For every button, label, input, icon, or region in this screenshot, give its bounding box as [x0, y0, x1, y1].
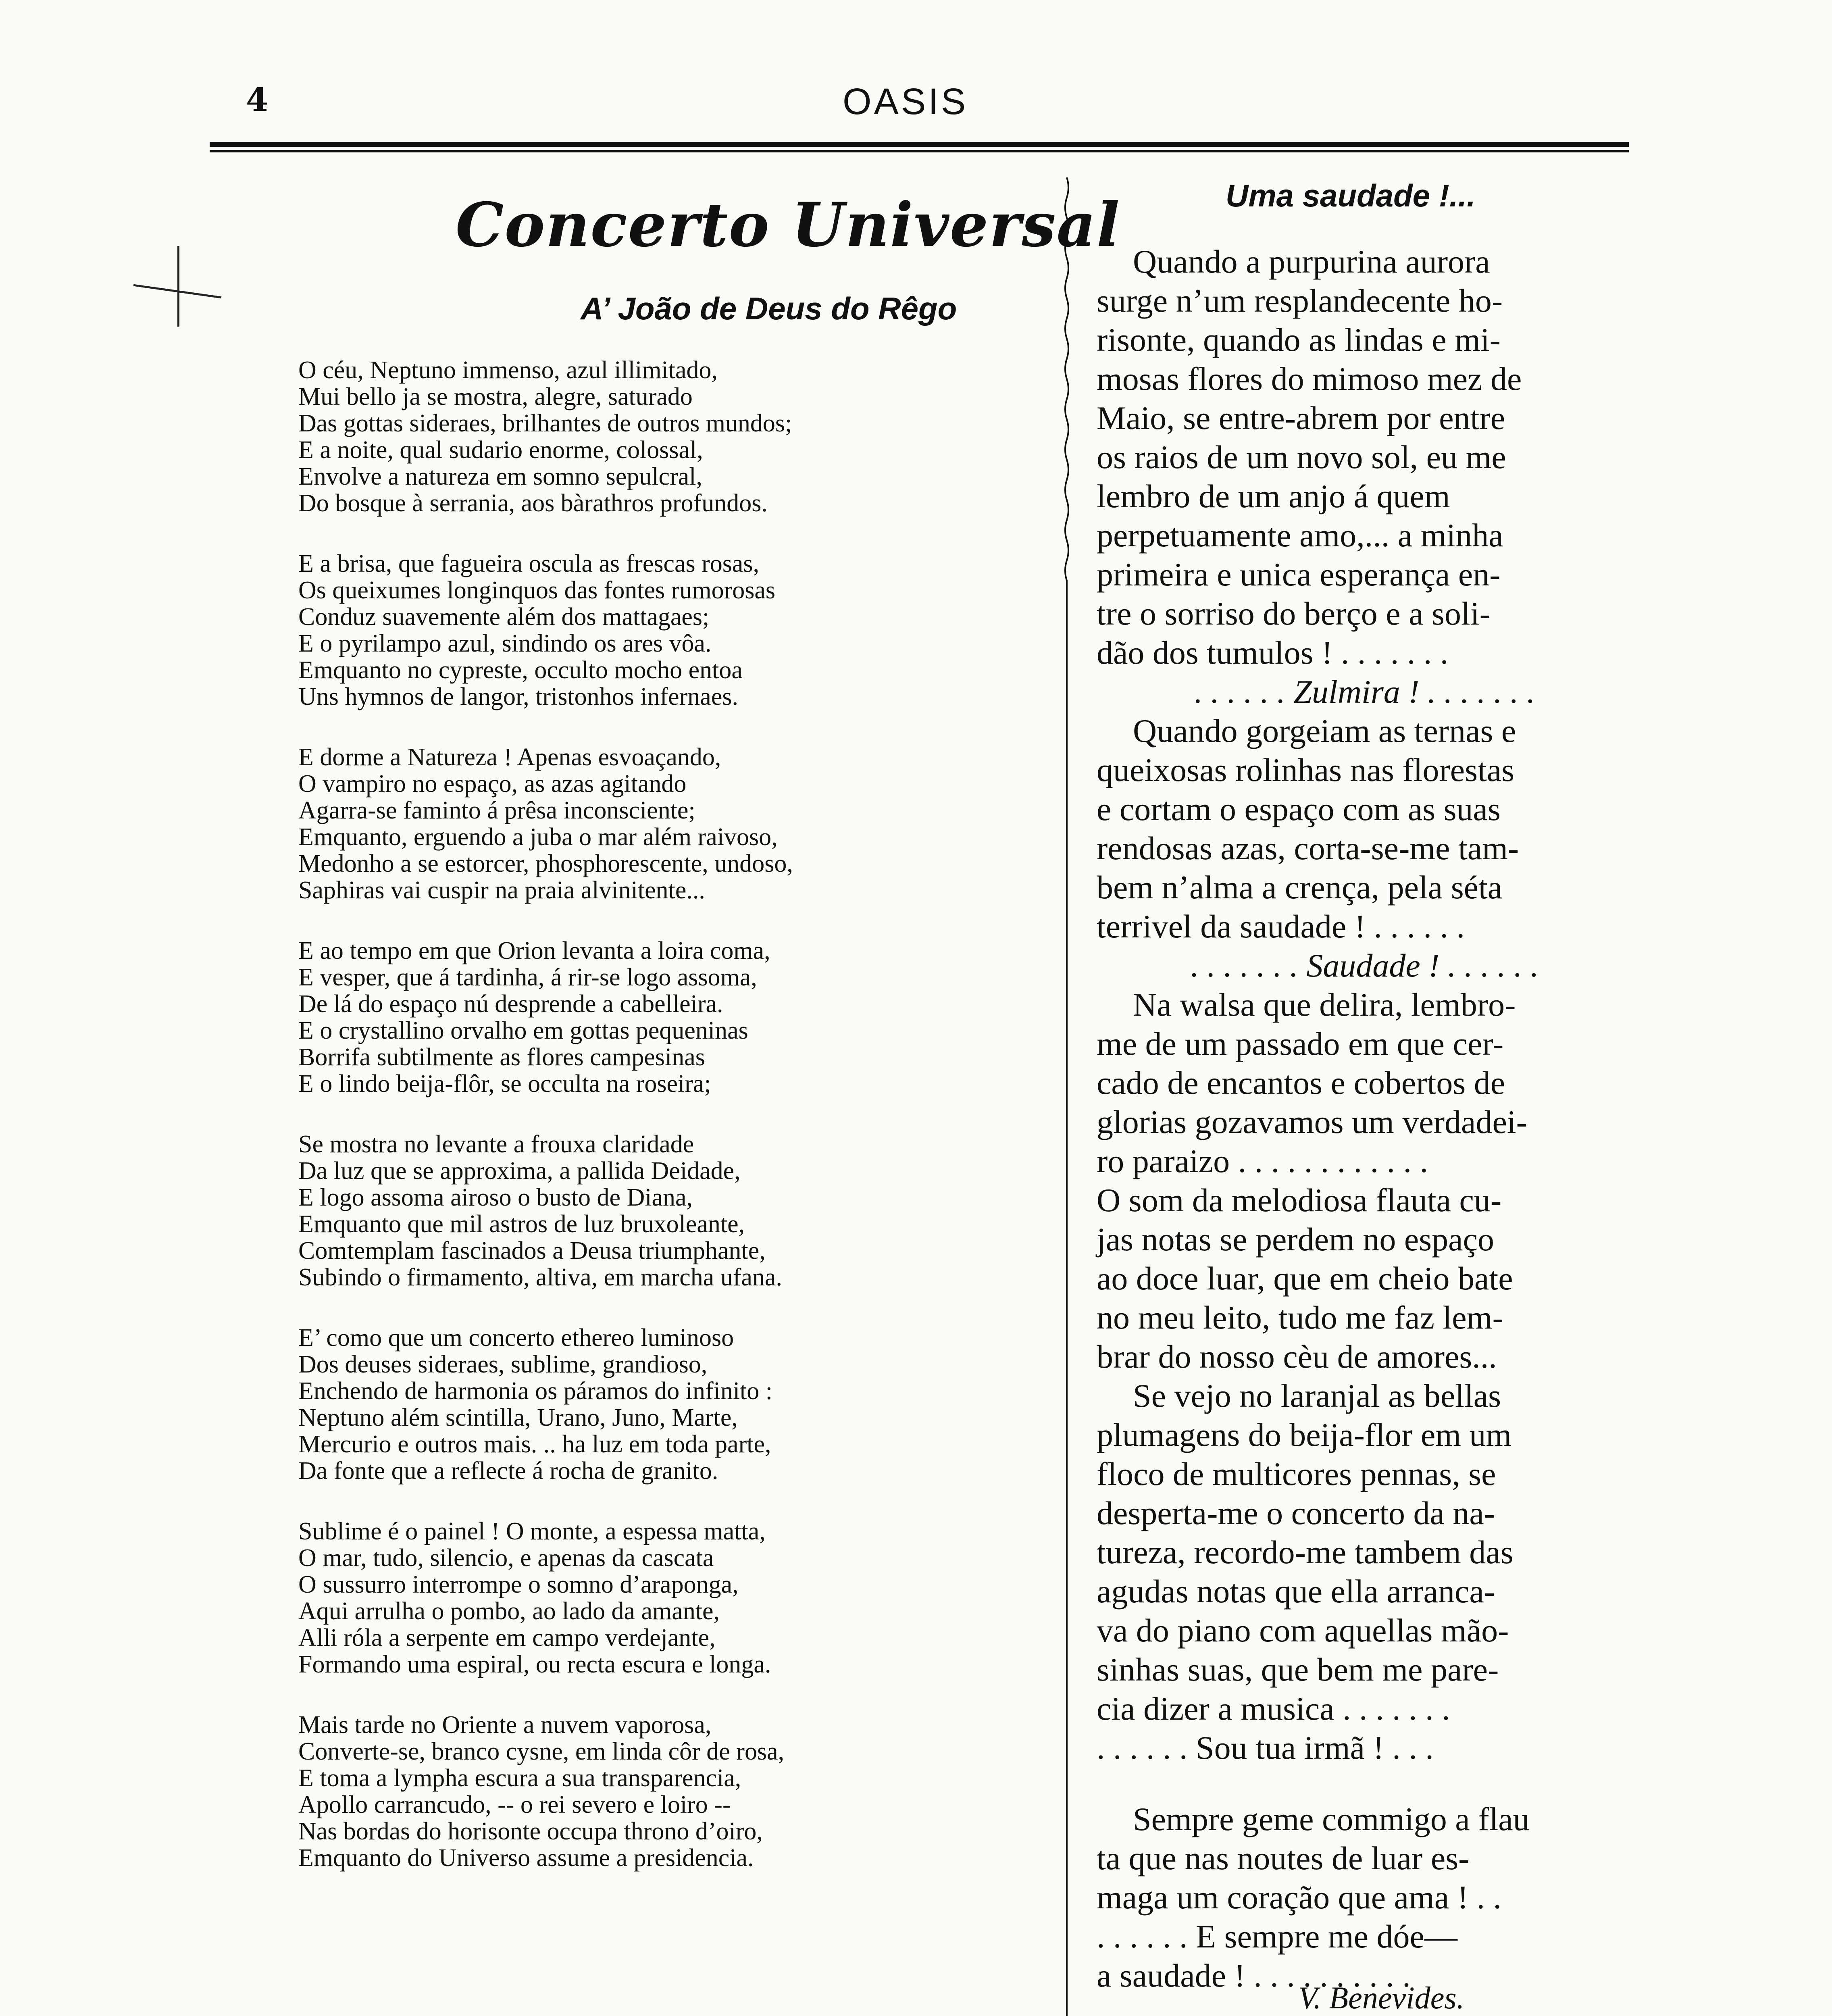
article-line: tre o sorriso do berço e a soli-	[1097, 595, 1491, 632]
article-line: terrivel da saudade ! . . . . . .	[1097, 908, 1465, 945]
article-line: plumagens do beija-flor em um	[1097, 1416, 1512, 1453]
poem-line: Nas bordas do horisonte occupa throno d’oiro,	[298, 1818, 763, 1845]
poem-line: Do bosque à serrania, aos bàrathros profundos.	[298, 489, 768, 517]
article-line: queixosas rolinhas nas florestas	[1097, 752, 1515, 788]
poem-line: Envolve a natureza em somno sepulcral,	[298, 463, 702, 490]
article-line: rendosas azas, corta-se-me tam-	[1097, 830, 1519, 866]
article-line: . . . . . . Sou tua irmã ! . . .	[1097, 1729, 1434, 1766]
article-line: a saudade ! . . . . . . . . . .	[1097, 1957, 1411, 1994]
poem-line: Neptuno além scintilla, Urano, Juno, Marte,	[298, 1404, 738, 1431]
poem-line: Emquanto do Universo assume a presidencia.	[298, 1844, 754, 1872]
poem-line: E o pyrilampo azul, sindindo os ares vôa.	[298, 630, 712, 657]
poem-line: Uns hymnos de langor, tristonhos infernaes.	[298, 683, 738, 710]
poem-line: E a brisa, que fagueira oscula as frescas rosas,	[298, 550, 760, 577]
newspaper-title: OASIS	[843, 81, 968, 122]
poem-line: E a noite, qual sudario enorme, colossal,	[298, 436, 703, 464]
poem-line: Subindo o firmamento, altiva, em marcha ufana.	[298, 1264, 783, 1291]
article-line: brar do nosso cèu de amores...	[1097, 1338, 1497, 1375]
poem-line: Sublime é o painel ! O monte, a espessa matta,	[298, 1518, 766, 1545]
article-line: lembro de um anjo á quem	[1097, 478, 1450, 514]
article-line: . . . . . . E sempre me dóe—	[1097, 1918, 1457, 1955]
article-line: agudas notas que ella arranca-	[1097, 1573, 1495, 1610]
poem-stanza	[298, 937, 1056, 1097]
article-line: . . . . . . . Saudade ! . . . . . .	[1191, 947, 1539, 984]
poem-stanza	[298, 1712, 1056, 1871]
article-line: Na walsa que delira, lembro-	[1133, 986, 1516, 1023]
poem-line: De lá do espaço nú desprende a cabelleira.	[298, 990, 723, 1018]
poem-line: Apollo carrancudo, -- o rei severo e loiro --	[298, 1791, 731, 1818]
poem-line: Se mostra no levante a frouxa claridade	[298, 1131, 694, 1158]
poem-title: Concerto Universal	[456, 190, 1120, 260]
poem-line: Dos deuses sideraes, sublime, grandioso,	[298, 1351, 708, 1378]
article-line: ro paraizo . . . . . . . . . . . .	[1097, 1143, 1428, 1179]
article-line: risonte, quando as lindas e mi-	[1097, 321, 1501, 358]
poem-line: E’ como que um concerto ethereo luminoso	[298, 1324, 734, 1352]
article-line: dão dos tumulos ! . . . . . . .	[1097, 634, 1449, 671]
article-line: tureza, recordo-me tambem das	[1097, 1534, 1513, 1570]
poem-stanza	[298, 1325, 1056, 1484]
poem-line: E o lindo beija-flôr, se occulta na roseira;	[298, 1070, 711, 1098]
article-line: jas notas se perdem no espaço	[1097, 1221, 1494, 1258]
poem-line: Enchendo de harmonia os páramos do infinito :	[298, 1377, 773, 1405]
scan-mark	[177, 246, 179, 327]
article-line: mosas flores do mimoso mez de	[1097, 360, 1522, 397]
poem-stanza	[298, 744, 1056, 904]
article-line: me de um passado em que cer-	[1097, 1025, 1504, 1062]
article-line: . . . . . . Zulmira ! . . . . . . .	[1194, 673, 1535, 710]
poem-stanza	[298, 1131, 1056, 1291]
poem-line: O céu, Neptuno immenso, azul illimitado,	[298, 356, 718, 384]
poem-stanza	[298, 357, 1056, 516]
poem-line: Emquanto, erguendo a juba o mar além raivoso,	[298, 823, 778, 851]
poem-body	[298, 357, 1056, 1905]
article-body	[1097, 242, 1633, 1995]
poem-line: Formando uma espiral, ou recta escura e longa.	[298, 1651, 771, 1678]
poem-line: Mais tarde no Oriente a nuvem vaporosa,	[298, 1711, 712, 1739]
poem-line: Mercurio e outros mais. .. ha luz em toda parte,	[298, 1431, 771, 1458]
poem-stanza	[298, 550, 1056, 710]
poem-line: Mui bello ja se mostra, alegre, saturado	[298, 383, 693, 410]
poem-line: O sussurro interrompe o somno d’araponga,	[298, 1571, 739, 1598]
poem-line: Emquanto no cypreste, occulto mocho entoa	[298, 656, 743, 684]
article-signature: V. Benevides.	[1298, 1980, 1465, 2015]
poem-line: Converte-se, branco cysne, em linda côr de rosa,	[298, 1738, 785, 1765]
article-line: glorias gozavamos um verdadei-	[1097, 1104, 1527, 1140]
poem-line: Emquanto que mil astros de luz bruxoleante,	[298, 1210, 745, 1238]
article-line: e cortam o espaço com as suas	[1097, 791, 1501, 827]
column-divider	[1063, 177, 1071, 2016]
poem-line: Comtemplam fascinados a Deusa triumphante,	[298, 1237, 766, 1264]
poem-line: E ao tempo em que Orion levanta a loira coma,	[298, 937, 770, 964]
poem-line: Medonho a se estorcer, phosphorescente, undoso,	[298, 850, 793, 877]
article-line: bem n’alma a crença, pela séta	[1097, 869, 1503, 906]
poem-line: E vesper, que á tardinha, á rir-se logo assoma,	[298, 964, 757, 991]
page-number: 4	[246, 81, 269, 119]
poem-line: E toma a lympha escura a sua transparencia,	[298, 1764, 741, 1792]
poem-line: Saphiras vai cuspir na praia alvinitente...	[298, 877, 705, 904]
article-title: Uma saudade !...	[1226, 178, 1476, 213]
article-line: va do piano com aquellas mão-	[1097, 1612, 1509, 1649]
poem-line: E o crystallino orvalho em gottas pequeninas	[298, 1017, 748, 1044]
article-line: maga um coração que ama ! . .	[1097, 1879, 1502, 1916]
article-line: perpetuamente amo,... a minha	[1097, 517, 1503, 554]
poem-line: Alli róla a serpente em campo verdejante,	[298, 1624, 716, 1652]
article-line: cia dizer a musica . . . . . . .	[1097, 1690, 1450, 1727]
paragraph-gap	[1097, 1767, 1633, 1799]
poem-dedication: A’ João de Deus do Rêgo	[581, 291, 957, 326]
poem-line: Os queixumes longinquos das fontes rumorosas	[298, 577, 776, 604]
header-rule-thin	[210, 150, 1629, 152]
header-rule	[210, 142, 1629, 147]
article-line: ta que nas noutes de luar es-	[1097, 1840, 1470, 1876]
article-line: sinhas suas, que bem me pare-	[1097, 1651, 1499, 1688]
poem-line: Agarra-se faminto á prêsa inconsciente;	[298, 797, 695, 824]
poem-line: Aqui arrulha o pombo, ao lado da amante,	[298, 1597, 720, 1625]
article-line: cado de encantos e cobertos de	[1097, 1064, 1505, 1101]
poem-line: Borrifa subtilmente as flores campesinas	[298, 1043, 705, 1071]
poem-line: Conduz suavemente além dos mattagaes;	[298, 603, 710, 631]
poem-line: O mar, tudo, silencio, e apenas da cascata	[298, 1544, 714, 1572]
poem-line: Da luz que se approxima, a pallida Deidade,	[298, 1157, 741, 1185]
article-line: Maio, se entre-abrem por entre	[1097, 400, 1505, 436]
poem-line: Da fonte que a reflecte á rocha de granito.	[298, 1457, 718, 1485]
article-line: primeira e unica esperança en-	[1097, 556, 1501, 593]
article-line: Se vejo no laranjal as bellas	[1133, 1377, 1501, 1414]
poem-line: E dorme a Natureza ! Apenas esvoaçando,	[298, 744, 721, 771]
poem-stanza	[298, 1518, 1056, 1678]
article-line: Quando gorgeiam as ternas e	[1133, 712, 1516, 749]
article-line: desperta-me o concerto da na-	[1097, 1495, 1495, 1531]
article-line: ao doce luar, que em cheio bate	[1097, 1260, 1513, 1297]
article-line: floco de multicores pennas, se	[1097, 1456, 1496, 1492]
poem-line: Das gottas sideraes, brilhantes de outros mundos;	[298, 410, 792, 437]
poem-line: O vampiro no espaço, as azas agitando	[298, 770, 687, 798]
article-line: Sempre geme commigo a flau	[1133, 1801, 1530, 1837]
article-line: Quando a purpurina aurora	[1133, 243, 1490, 280]
article-line: os raios de um novo sol, eu me	[1097, 439, 1506, 475]
article-line: O som da melodiosa flauta cu-	[1097, 1182, 1502, 1218]
poem-line: E logo assoma airoso o busto de Diana,	[298, 1184, 693, 1211]
article-line: no meu leito, tudo me faz lem-	[1097, 1299, 1503, 1336]
article-line: surge n’um resplandecente ho-	[1097, 282, 1503, 319]
